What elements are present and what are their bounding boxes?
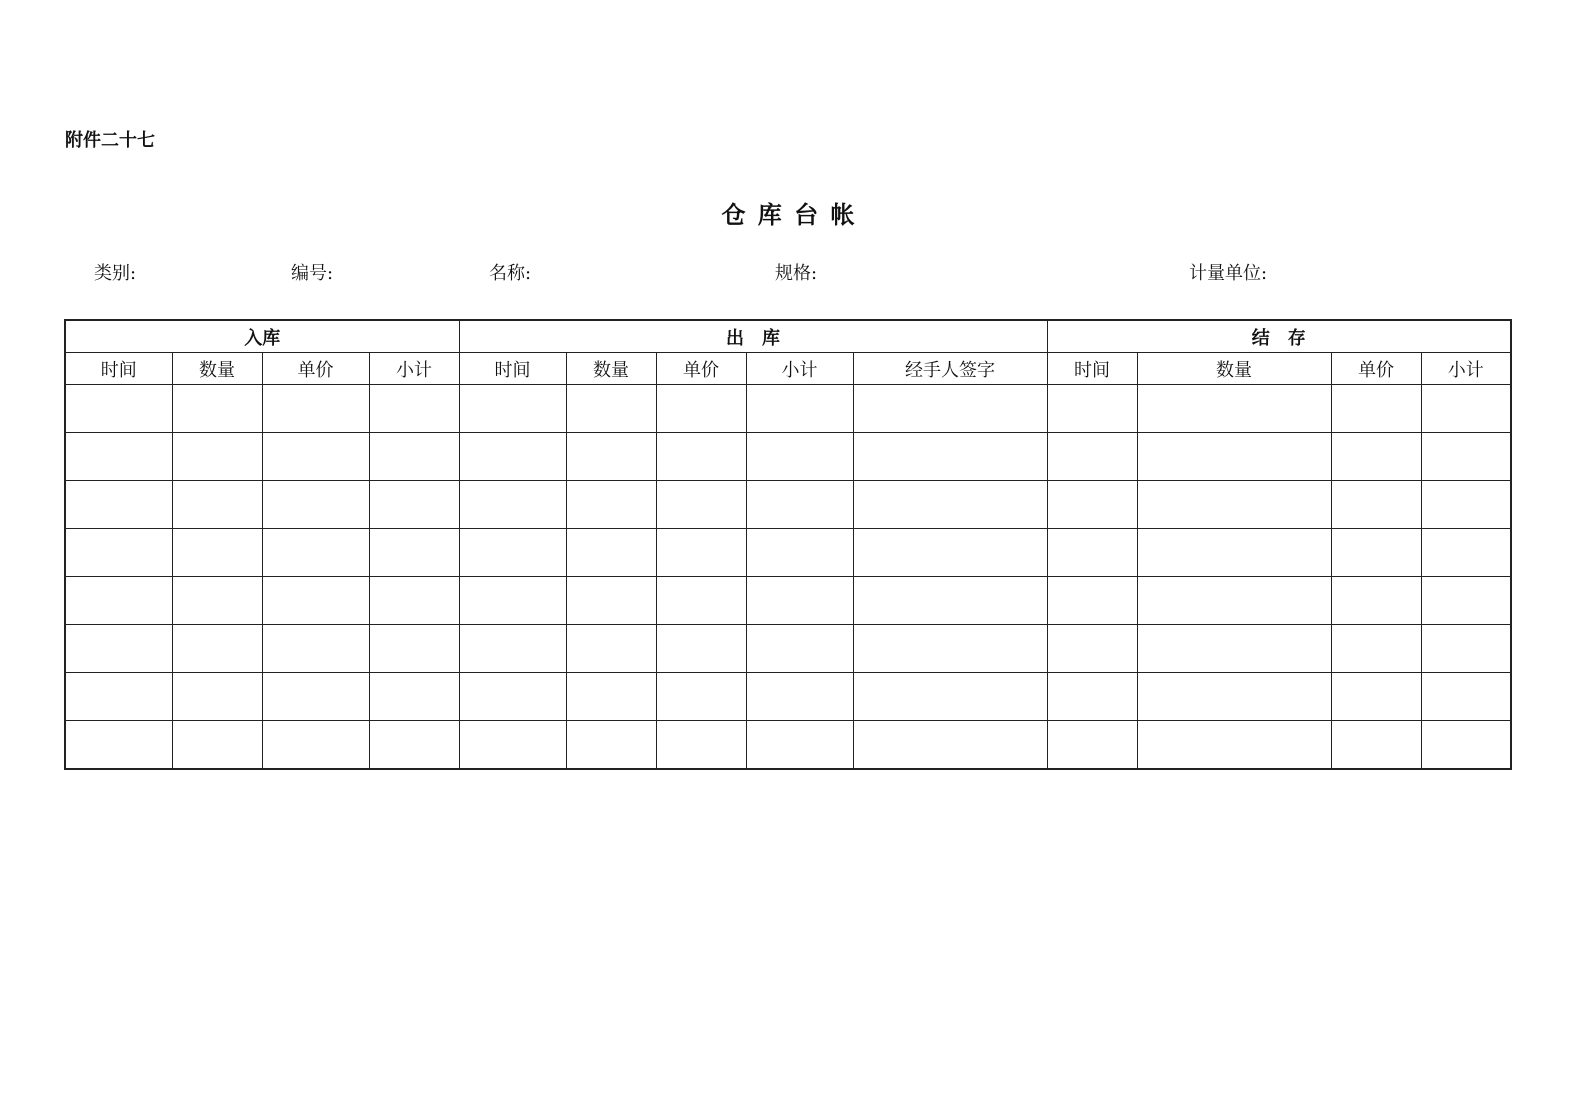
code-field: 编号: (291, 263, 334, 284)
table-cell-out-qty[interactable] (566, 721, 656, 770)
table-cell-out-handler[interactable] (853, 385, 1047, 433)
unit-field: 计量单位: (1189, 263, 1268, 284)
table-cell-bal-time[interactable] (1047, 529, 1137, 577)
table-cell-bal-qty[interactable] (1137, 433, 1331, 481)
table-row (65, 721, 1511, 770)
table-cell-out-subtotal[interactable] (746, 625, 853, 673)
table-cell-in-time[interactable] (65, 673, 172, 721)
col-out-price: 单价 (656, 353, 746, 385)
table-cell-out-time[interactable] (459, 385, 566, 433)
table-cell-in-time[interactable] (65, 481, 172, 529)
table-cell-out-handler[interactable] (853, 721, 1047, 770)
table-cell-bal-subtotal[interactable] (1421, 625, 1511, 673)
table-cell-out-price[interactable] (656, 673, 746, 721)
table-cell-out-price[interactable] (656, 625, 746, 673)
table-cell-bal-qty[interactable] (1137, 577, 1331, 625)
table-cell-bal-price[interactable] (1331, 577, 1421, 625)
category-field: 类别: (94, 263, 137, 284)
table-cell-bal-time[interactable] (1047, 385, 1137, 433)
table-cell-in-price[interactable] (262, 481, 369, 529)
ledger-body (65, 385, 1511, 770)
table-cell-in-price[interactable] (262, 625, 369, 673)
table-cell-out-subtotal[interactable] (746, 385, 853, 433)
table-cell-bal-time[interactable] (1047, 577, 1137, 625)
column-header-row (65, 353, 1511, 385)
table-row (65, 673, 1511, 721)
table-cell-in-price[interactable] (262, 529, 369, 577)
table-cell-out-qty[interactable] (566, 385, 656, 433)
col-bal-qty: 数量 (1137, 353, 1331, 385)
table-cell-in-subtotal[interactable] (369, 577, 459, 625)
table-cell-in-subtotal[interactable] (369, 673, 459, 721)
table-cell-bal-time[interactable] (1047, 625, 1137, 673)
table-cell-in-qty[interactable] (172, 433, 262, 481)
col-in-price: 单价 (262, 353, 369, 385)
table-cell-bal-price[interactable] (1331, 673, 1421, 721)
table-cell-out-handler[interactable] (853, 481, 1047, 529)
table-cell-in-price[interactable] (262, 577, 369, 625)
table-cell-bal-qty[interactable] (1137, 481, 1331, 529)
table-cell-in-price[interactable] (262, 385, 369, 433)
table-cell-out-time[interactable] (459, 721, 566, 770)
table-cell-bal-qty[interactable] (1137, 529, 1331, 577)
table-cell-in-subtotal[interactable] (369, 625, 459, 673)
table-cell-out-price[interactable] (656, 529, 746, 577)
table-cell-bal-subtotal[interactable] (1421, 673, 1511, 721)
spec-field: 规格: (775, 263, 818, 284)
table-cell-out-price[interactable] (656, 577, 746, 625)
table-cell-in-time[interactable] (65, 721, 172, 770)
table-cell-out-handler[interactable] (853, 625, 1047, 673)
table-cell-out-price[interactable] (656, 433, 746, 481)
table-cell-bal-subtotal[interactable] (1421, 385, 1511, 433)
table-cell-in-price[interactable] (262, 721, 369, 770)
table-cell-out-time[interactable] (459, 625, 566, 673)
table-cell-in-qty[interactable] (172, 673, 262, 721)
table-cell-out-price[interactable] (656, 481, 746, 529)
col-out-subtotal: 小计 (746, 353, 853, 385)
table-cell-bal-qty[interactable] (1137, 625, 1331, 673)
table-cell-out-qty[interactable] (566, 625, 656, 673)
table-cell-out-subtotal[interactable] (746, 481, 853, 529)
table-row (65, 625, 1511, 673)
table-cell-in-time[interactable] (65, 577, 172, 625)
table-cell-bal-qty[interactable] (1137, 721, 1331, 770)
table-cell-out-qty[interactable] (566, 433, 656, 481)
table-cell-in-qty[interactable] (172, 481, 262, 529)
table-cell-in-subtotal[interactable] (369, 433, 459, 481)
table-row (65, 481, 1511, 529)
table-cell-bal-subtotal[interactable] (1421, 529, 1511, 577)
table-cell-out-handler[interactable] (853, 433, 1047, 481)
attachment-label: 附件二十七 (65, 130, 155, 151)
col-bal-subtotal: 小计 (1421, 353, 1511, 385)
table-cell-bal-time[interactable] (1047, 433, 1137, 481)
table-cell-bal-subtotal[interactable] (1421, 481, 1511, 529)
col-bal-price: 单价 (1331, 353, 1421, 385)
table-cell-bal-price[interactable] (1331, 529, 1421, 577)
table-cell-out-handler[interactable] (853, 673, 1047, 721)
col-in-qty: 数量 (172, 353, 262, 385)
group-inbound: 入库 (65, 320, 459, 353)
table-cell-bal-price[interactable] (1331, 385, 1421, 433)
table-cell-in-time[interactable] (65, 625, 172, 673)
col-out-time: 时间 (459, 353, 566, 385)
table-cell-out-qty[interactable] (566, 529, 656, 577)
table-cell-in-subtotal[interactable] (369, 481, 459, 529)
table-cell-out-subtotal[interactable] (746, 433, 853, 481)
table-cell-out-subtotal[interactable] (746, 529, 853, 577)
table-cell-bal-time[interactable] (1047, 721, 1137, 770)
table-cell-out-price[interactable] (656, 385, 746, 433)
ledger-table (64, 319, 1512, 770)
table-cell-out-time[interactable] (459, 673, 566, 721)
table-cell-bal-time[interactable] (1047, 673, 1137, 721)
table-cell-out-time[interactable] (459, 529, 566, 577)
col-out-handler: 经手人签字 (853, 353, 1047, 385)
table-cell-in-time[interactable] (65, 433, 172, 481)
table-row (65, 433, 1511, 481)
table-cell-in-price[interactable] (262, 433, 369, 481)
table-cell-bal-qty[interactable] (1137, 673, 1331, 721)
table-cell-out-subtotal[interactable] (746, 721, 853, 770)
col-bal-time: 时间 (1047, 353, 1137, 385)
table-cell-out-subtotal[interactable] (746, 673, 853, 721)
table-cell-bal-price[interactable] (1331, 433, 1421, 481)
table-cell-out-qty[interactable] (566, 481, 656, 529)
table-cell-in-subtotal[interactable] (369, 721, 459, 770)
table-cell-out-handler[interactable] (853, 577, 1047, 625)
table-cell-bal-subtotal[interactable] (1421, 721, 1511, 770)
table-cell-bal-time[interactable] (1047, 481, 1137, 529)
table-cell-bal-price[interactable] (1331, 721, 1421, 770)
table-cell-in-qty[interactable] (172, 625, 262, 673)
table-cell-bal-subtotal[interactable] (1421, 433, 1511, 481)
table-cell-in-qty[interactable] (172, 577, 262, 625)
table-row (65, 529, 1511, 577)
group-header-row (65, 320, 1511, 353)
table-cell-out-qty[interactable] (566, 673, 656, 721)
col-out-qty: 数量 (566, 353, 656, 385)
table-cell-in-qty[interactable] (172, 721, 262, 770)
table-cell-out-time[interactable] (459, 481, 566, 529)
table-cell-in-qty[interactable] (172, 385, 262, 433)
table-cell-bal-qty[interactable] (1137, 385, 1331, 433)
table-cell-in-price[interactable] (262, 673, 369, 721)
table-cell-in-time[interactable] (65, 385, 172, 433)
table-cell-in-subtotal[interactable] (369, 529, 459, 577)
col-in-time: 时间 (65, 353, 172, 385)
table-cell-out-subtotal[interactable] (746, 577, 853, 625)
group-balance: 结 存 (1047, 320, 1511, 353)
table-cell-out-handler[interactable] (853, 529, 1047, 577)
table-cell-in-subtotal[interactable] (369, 385, 459, 433)
table-cell-out-qty[interactable] (566, 577, 656, 625)
table-cell-out-time[interactable] (459, 577, 566, 625)
table-cell-out-price[interactable] (656, 721, 746, 770)
table-row (65, 385, 1511, 433)
table-row (65, 577, 1511, 625)
table-cell-in-qty[interactable] (172, 529, 262, 577)
table-cell-bal-price[interactable] (1331, 625, 1421, 673)
table-cell-bal-subtotal[interactable] (1421, 577, 1511, 625)
name-field: 名称: (489, 263, 532, 284)
table-cell-in-time[interactable] (65, 529, 172, 577)
page-title: 仓 库 台 帐 (721, 201, 857, 229)
col-in-subtotal: 小计 (369, 353, 459, 385)
table-cell-bal-price[interactable] (1331, 481, 1421, 529)
group-outbound: 出 库 (459, 320, 1047, 353)
table-cell-out-time[interactable] (459, 433, 566, 481)
